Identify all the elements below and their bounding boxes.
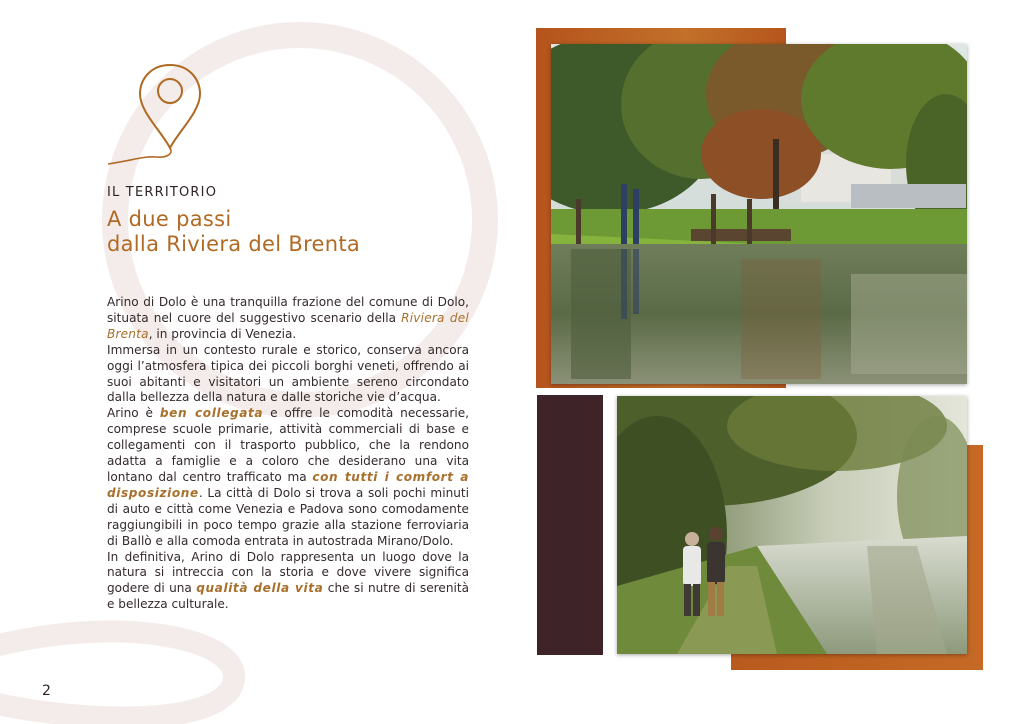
- paragraph-2: Immersa in un contesto rurale e storico, conserva ancora oggi l’atmosfera tipica dei piccoli borghi veneti, offrendo ai suoi abitanti e visitatori un ambiente sereno circondato dalla bellezza della natura e dalle storiche vie d’acqua.: [107, 342, 469, 405]
- paragraph-1: [107, 295, 469, 343]
- text-run: . La città di Dolo si trova a soli pochi minuti di auto e città come Venezia e Padova sono comodamente raggiungibili in poco tempo grazie alla stazione ferroviaria di Ballò e alla comoda entrata in autostrada Mirano/Dolo.: [107, 485, 469, 548]
- highlight-riviera: Riviera del Brenta: [107, 310, 469, 341]
- highlight-comfort: con tutti i comfort a disposizione: [107, 469, 470, 500]
- title-line-1: A due passi: [107, 207, 232, 231]
- highlight-collegata: ben collegata: [159, 406, 264, 421]
- body-text: [107, 295, 469, 613]
- photo-river-canal: [551, 44, 967, 384]
- photo-riverside-walk: [617, 396, 967, 654]
- text-run: In definitiva, Arino di Dolo rappresenta un luogo dove la natura si intreccia con la storia e dove vivere significa godere di una: [107, 549, 469, 596]
- dark-color-block: [537, 395, 603, 655]
- paragraph-3: [107, 406, 469, 549]
- text-run: Arino è: [107, 406, 160, 421]
- section-kicker: IL TERRITORIO: [107, 185, 218, 200]
- text-run: che si nutre di serenità e bellezza culturale.: [107, 581, 469, 612]
- text-run: Arino di Dolo è una tranquilla frazione del comune di Dolo, situata nel cuore del suggestivo scenario della: [107, 295, 469, 325]
- title-line-2: dalla Riviera del Brenta: [107, 232, 361, 256]
- text-run: e offre le comodità necessarie, comprese scuole primarie, attività commerciali di base e collegamenti con il trasporto pubblico, che la rendono adatta a famiglie e a coloro che desiderano una vita lontano dal centro trafficato ma: [107, 406, 469, 484]
- text-run: , in provincia di Venezia.: [148, 326, 297, 341]
- location-pin-icon: [104, 60, 204, 170]
- paragraph-4: [107, 550, 469, 614]
- page-title: [107, 207, 437, 257]
- highlight-qualita: qualità della vita: [196, 581, 324, 596]
- page-number: 2: [42, 683, 51, 699]
